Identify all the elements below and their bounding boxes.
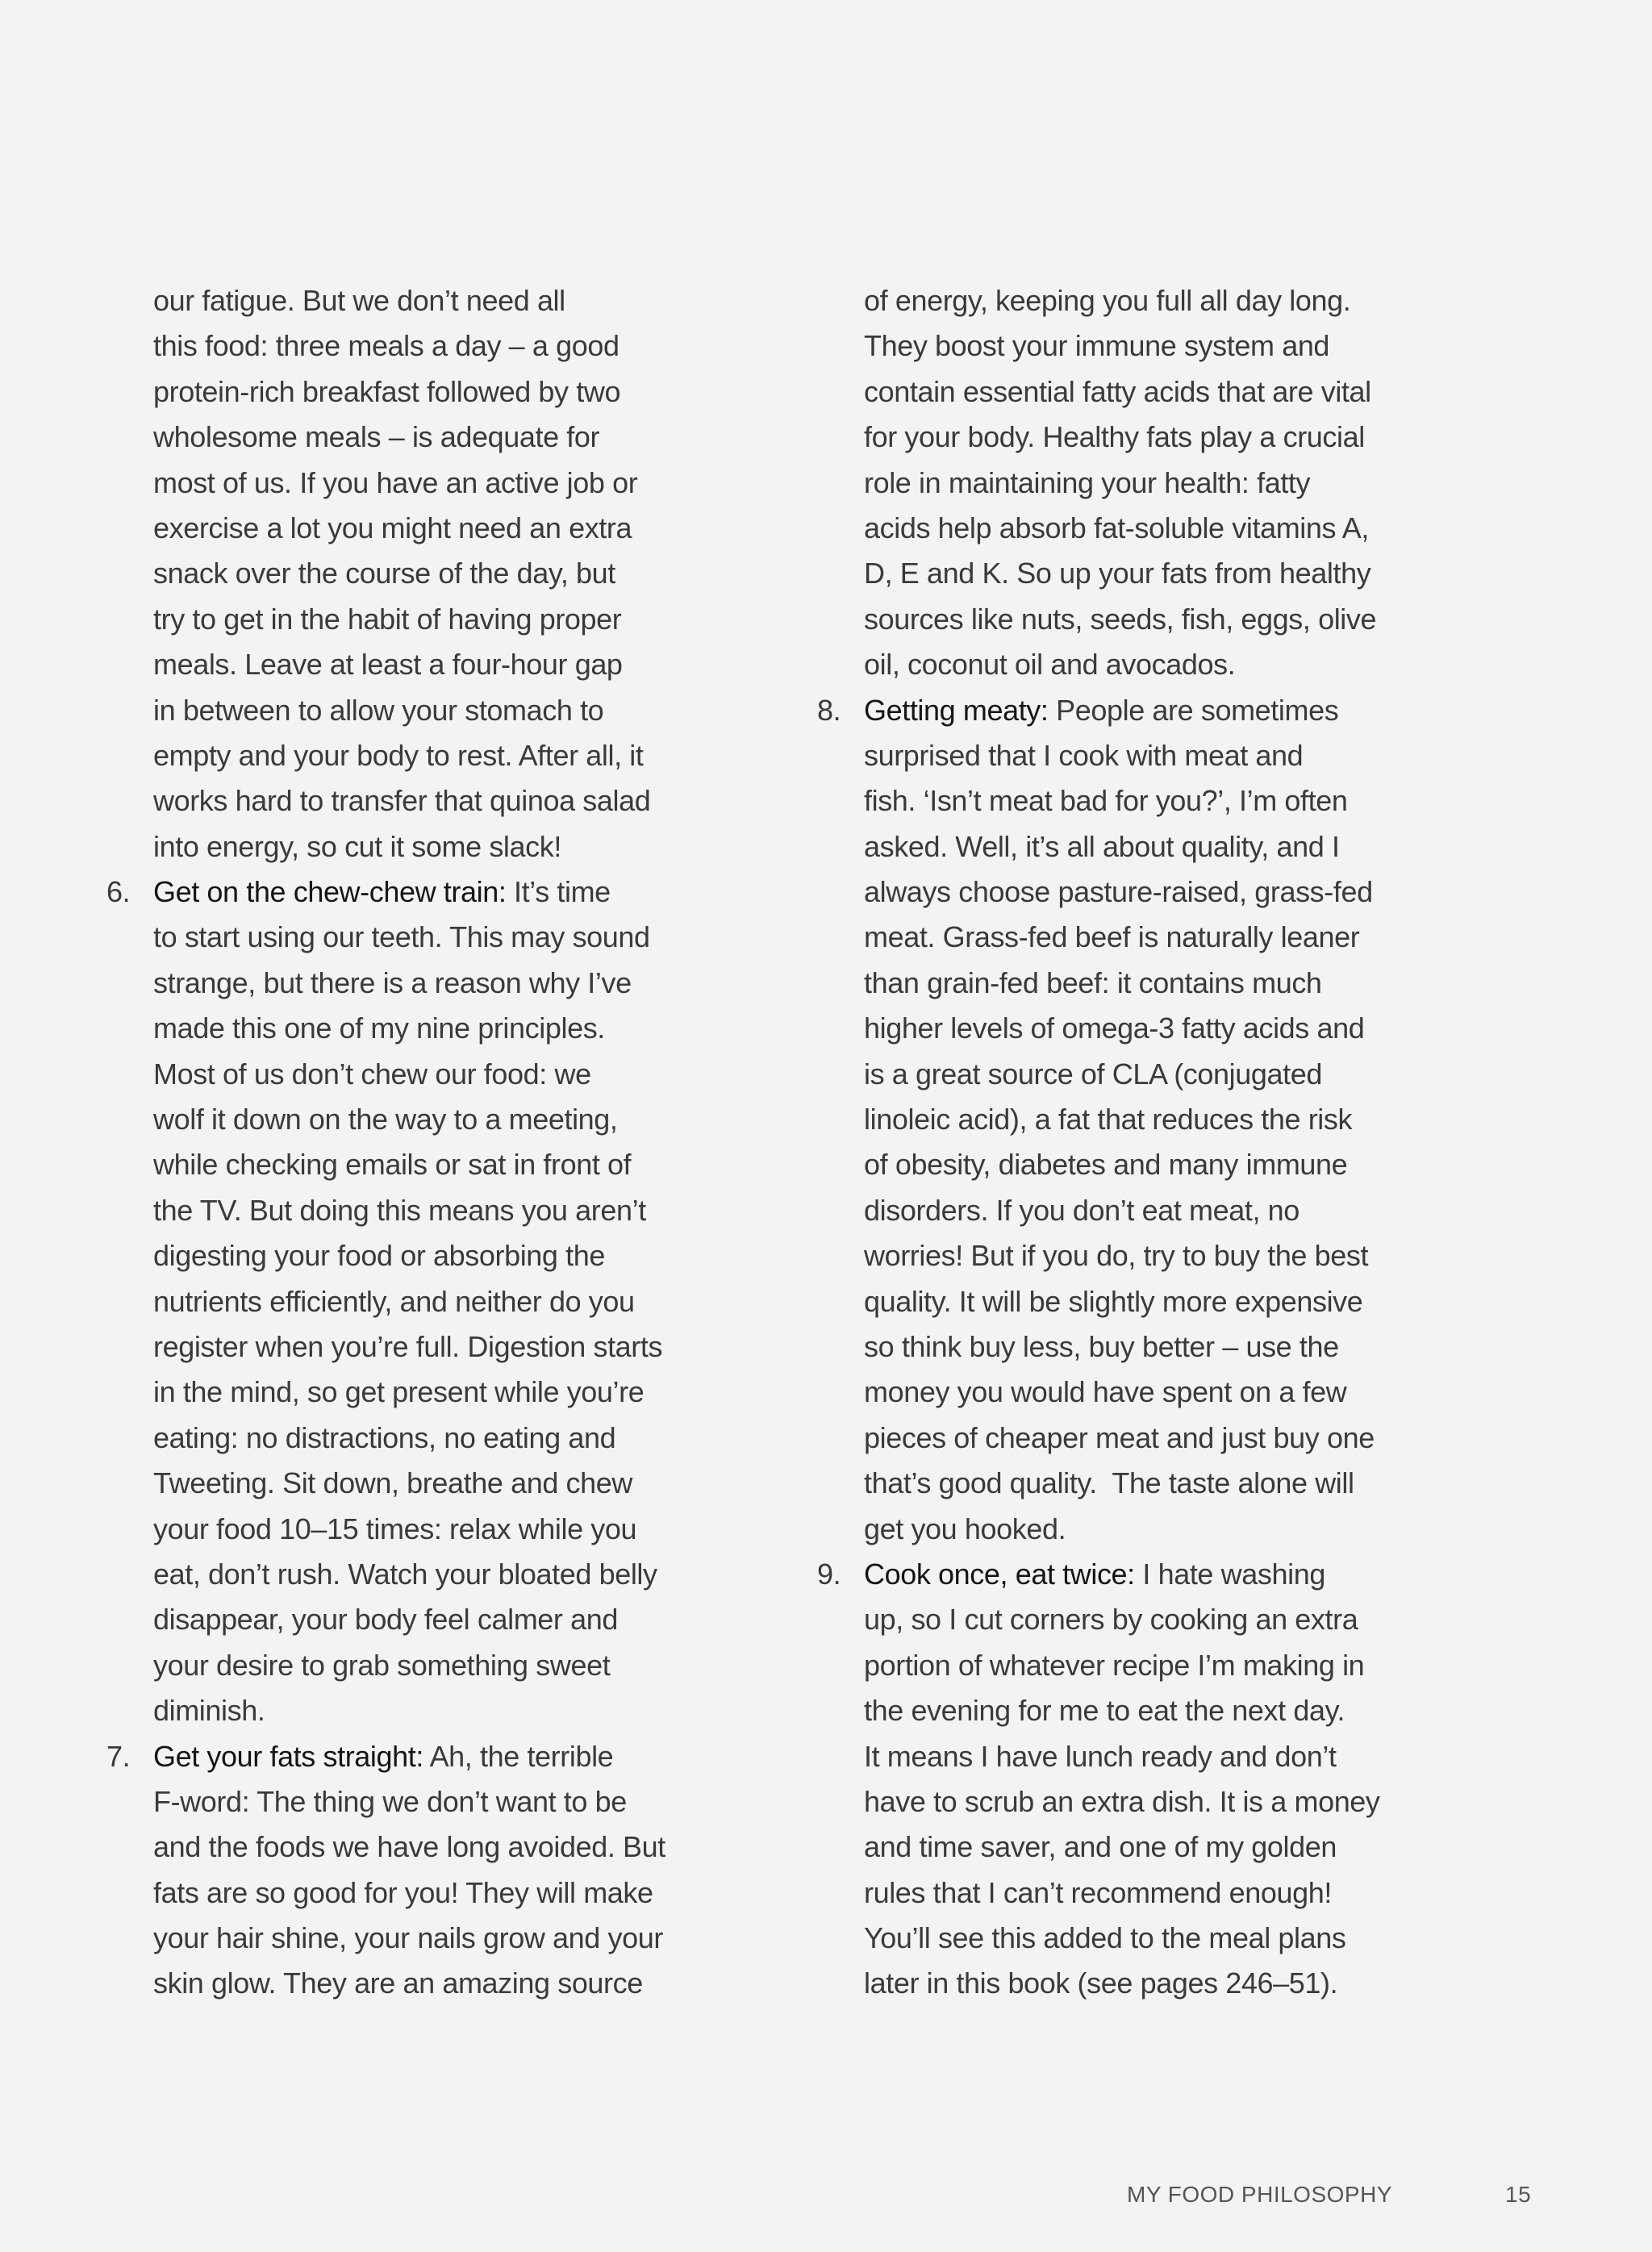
text-line	[864, 1142, 1380, 1187]
body-text: fats are so good for you! They will make	[153, 1875, 653, 1909]
text-line	[153, 323, 665, 369]
body-text: eat, don’t rush. Watch your bloated belly	[153, 1557, 657, 1591]
text-line	[153, 1188, 665, 1233]
body-text: disorders. If you don’t eat meat, no	[864, 1193, 1299, 1227]
text-line	[153, 1006, 665, 1051]
body-text: meals. Leave at least a four-hour gap	[153, 648, 623, 682]
principle-heading: Get your fats straight:	[153, 1739, 423, 1773]
body-text: of obesity, diabetes and many immune	[864, 1148, 1348, 1182]
text-line	[864, 1370, 1380, 1415]
text-line	[864, 1597, 1380, 1642]
body-text: fish. ‘Isn’t meat bad for you?’, I’m often	[864, 784, 1348, 818]
body-text: that’s good quality. The taste alone will	[864, 1466, 1354, 1500]
body-text: You’ll see this added to the meal plans	[864, 1921, 1346, 1955]
text-line	[864, 1006, 1380, 1051]
text-line	[153, 1052, 665, 1097]
text-line	[864, 824, 1380, 870]
body-text: our fatigue. But we don’t need all	[153, 284, 565, 317]
text-line	[153, 1916, 665, 1961]
body-text: while checking emails or sat in front of	[153, 1148, 632, 1182]
body-text: the TV. But doing this means you aren’t	[153, 1193, 646, 1227]
body-text: in the mind, so get present while you’re	[153, 1375, 645, 1409]
text-line	[153, 1825, 665, 1870]
body-text: They boost your immune system and	[864, 329, 1330, 363]
text-line	[153, 1233, 665, 1278]
body-text: higher levels of omega-3 fatty acids and	[864, 1011, 1365, 1045]
text-line	[864, 1188, 1380, 1233]
body-text: nutrients efficiently, and neither do you	[153, 1284, 635, 1318]
list-number: 8.	[817, 693, 841, 727]
text-line	[864, 1643, 1380, 1688]
text-line	[864, 323, 1380, 369]
body-text: surprised that I cook with meat and	[864, 738, 1304, 772]
text-line	[153, 597, 665, 642]
body-text: protein-rich breakfast followed by two	[153, 374, 621, 408]
body-text: most of us. If you have an active job or	[153, 465, 638, 499]
body-text: It means I have lunch ready and don’t	[864, 1739, 1337, 1773]
body-text: have to scrub an extra dish. It is a money	[864, 1784, 1380, 1818]
list-number: 7.	[106, 1739, 131, 1773]
body-text: People are sometimes	[1048, 693, 1339, 727]
text-line	[864, 778, 1380, 824]
body-text: this food: three meals a day – a good	[153, 329, 620, 363]
body-text: oil, coconut oil and avocados.	[864, 648, 1236, 682]
page-number: 15	[1505, 2182, 1532, 2207]
body-text: Most of us don’t chew our food: we	[153, 1057, 591, 1091]
body-text: is a great source of CLA (conjugated	[864, 1057, 1322, 1091]
body-text: in between to allow your stomach to	[153, 693, 604, 727]
text-line	[153, 1552, 665, 1597]
body-text: your hair shine, your nails grow and your	[153, 1921, 663, 1955]
body-text: so think buy less, buy better – use the	[864, 1329, 1339, 1363]
body-text: pieces of cheaper meat and just buy one	[864, 1420, 1375, 1454]
text-line	[153, 961, 665, 1006]
body-text: made this one of my nine principles.	[153, 1011, 605, 1045]
body-text: wholesome meals – is adequate for	[153, 420, 600, 454]
body-text: always choose pasture-raised, grass-fed	[864, 875, 1373, 909]
text-line	[153, 1461, 665, 1506]
body-text: role in maintaining your health: fatty	[864, 465, 1311, 499]
body-text: exercise a lot you might need an extra	[153, 511, 632, 544]
text-line	[864, 1461, 1380, 1506]
body-text: diminish.	[153, 1694, 265, 1728]
body-text: wolf it down on the way to a meeting,	[153, 1103, 618, 1136]
body-text: worries! But if you do, try to buy the best	[864, 1239, 1369, 1273]
body-text: empty and your body to rest. After all, it	[153, 738, 644, 772]
body-text: strange, but there is a reason why I’ve	[153, 965, 632, 999]
text-line	[153, 1779, 665, 1825]
text-line	[153, 278, 665, 323]
body-text: I hate washing	[1134, 1557, 1325, 1591]
text-line	[153, 461, 665, 506]
body-text: of energy, keeping you full all day long.	[864, 284, 1351, 317]
body-text: Tweeting. Sit down, breathe and chew	[153, 1466, 632, 1500]
body-text: skin glow. They are an amazing source	[153, 1966, 643, 2000]
text-line	[153, 1688, 665, 1733]
body-text: for your body. Healthy fats play a crucial	[864, 420, 1365, 454]
text-line	[864, 1507, 1380, 1552]
text-line	[864, 1324, 1380, 1370]
body-text: disappear, your body feel calmer and	[153, 1603, 618, 1637]
list-item-start-line	[106, 870, 665, 915]
text-line	[864, 415, 1380, 460]
body-text: to start using our teeth. This may sound	[153, 920, 650, 954]
right-column	[817, 278, 1380, 2007]
text-line	[864, 733, 1380, 778]
body-text: It’s time	[506, 875, 611, 909]
text-line	[153, 1416, 665, 1461]
text-line	[153, 1097, 665, 1142]
list-item-start-line	[817, 1552, 1380, 1597]
text-line	[864, 369, 1380, 415]
body-text: meat. Grass-fed beef is naturally leaner	[864, 920, 1360, 954]
text-line	[864, 1779, 1380, 1825]
text-line	[153, 915, 665, 960]
body-text: rules that I can’t recommend enough!	[864, 1875, 1332, 1909]
text-line	[864, 642, 1380, 687]
text-line	[864, 551, 1380, 596]
body-text: than grain-fed beef: it contains much	[864, 965, 1322, 999]
text-line	[864, 1734, 1380, 1779]
body-text: asked. Well, it’s all about quality, and I	[864, 829, 1340, 863]
list-number: 9.	[817, 1557, 841, 1591]
principle-heading: Get on the chew-chew train:	[153, 875, 507, 909]
text-line	[864, 1052, 1380, 1097]
body-text: acids help absorb fat-soluble vitamins A,	[864, 511, 1369, 544]
text-line	[153, 415, 665, 460]
text-line	[153, 1961, 665, 2006]
body-text: later in this book (see pages 246–51).	[864, 1966, 1338, 2000]
body-text: contain essential fatty acids that are vital	[864, 374, 1371, 408]
text-line	[153, 1324, 665, 1370]
text-line	[153, 1279, 665, 1324]
body-text: and the foods we have long avoided. But	[153, 1830, 665, 1864]
text-line	[864, 1279, 1380, 1324]
text-line	[864, 1916, 1380, 1961]
text-line	[864, 506, 1380, 551]
text-line	[864, 1416, 1380, 1461]
text-line	[864, 1688, 1380, 1733]
body-text: sources like nuts, seeds, fish, eggs, olive	[864, 602, 1377, 636]
text-line	[864, 597, 1380, 642]
principle-heading: Getting meaty:	[864, 693, 1049, 727]
text-line	[864, 278, 1380, 323]
body-text: your food 10–15 times: relax while you	[153, 1512, 637, 1545]
body-text: works hard to transfer that quinoa salad	[153, 784, 651, 818]
body-text: D, E and K. So up your fats from healthy	[864, 557, 1371, 590]
text-line	[153, 506, 665, 551]
body-text: portion of whatever recipe I’m making in	[864, 1648, 1365, 1682]
text-line	[153, 551, 665, 596]
text-line	[153, 1142, 665, 1187]
text-line	[864, 1961, 1380, 2006]
body-text: the evening for me to eat the next day.	[864, 1694, 1345, 1728]
text-line	[864, 1870, 1380, 1916]
text-line	[864, 1233, 1380, 1278]
text-line	[864, 870, 1380, 915]
text-line	[153, 688, 665, 733]
text-line	[864, 1097, 1380, 1142]
text-line	[153, 1370, 665, 1415]
text-line	[153, 824, 665, 870]
body-text: up, so I cut corners by cooking an extra	[864, 1603, 1358, 1637]
list-item-start-line	[817, 688, 1380, 733]
body-text: digesting your food or absorbing the	[153, 1239, 605, 1273]
text-line	[864, 1825, 1380, 1870]
body-text: money you would have spent on a few	[864, 1375, 1347, 1409]
body-text: linoleic acid), a fat that reduces the risk	[864, 1103, 1353, 1136]
body-text: into energy, so cut it some slack!	[153, 829, 561, 863]
text-line	[864, 915, 1380, 960]
principle-heading: Cook once, eat twice:	[864, 1557, 1135, 1591]
text-line	[153, 1870, 665, 1916]
text-line	[153, 1597, 665, 1642]
body-text: quality. It will be slightly more expensive	[864, 1284, 1363, 1318]
body-text: Ah, the terrible	[423, 1739, 614, 1773]
left-column	[106, 278, 665, 2007]
text-line	[153, 778, 665, 824]
body-text: snack over the course of the day, but	[153, 557, 615, 590]
body-text: your desire to grab something sweet	[153, 1648, 611, 1682]
text-line	[153, 733, 665, 778]
body-text: F-word: The thing we don’t want to be	[153, 1784, 627, 1818]
list-number: 6.	[106, 875, 131, 909]
running-footer-title: MY FOOD PHILOSOPHY	[1127, 2182, 1392, 2207]
text-line	[153, 1507, 665, 1552]
body-text: try to get in the habit of having proper	[153, 602, 622, 636]
body-text: eating: no distractions, no eating and	[153, 1420, 616, 1454]
text-line	[864, 461, 1380, 506]
body-text: register when you’re full. Digestion starts	[153, 1329, 663, 1363]
text-line	[153, 369, 665, 415]
body-text: and time saver, and one of my golden	[864, 1830, 1337, 1864]
body-text: get you hooked.	[864, 1512, 1066, 1545]
text-line	[153, 642, 665, 687]
text-line	[153, 1643, 665, 1688]
text-line	[864, 961, 1380, 1006]
list-item-start-line	[106, 1734, 665, 1779]
